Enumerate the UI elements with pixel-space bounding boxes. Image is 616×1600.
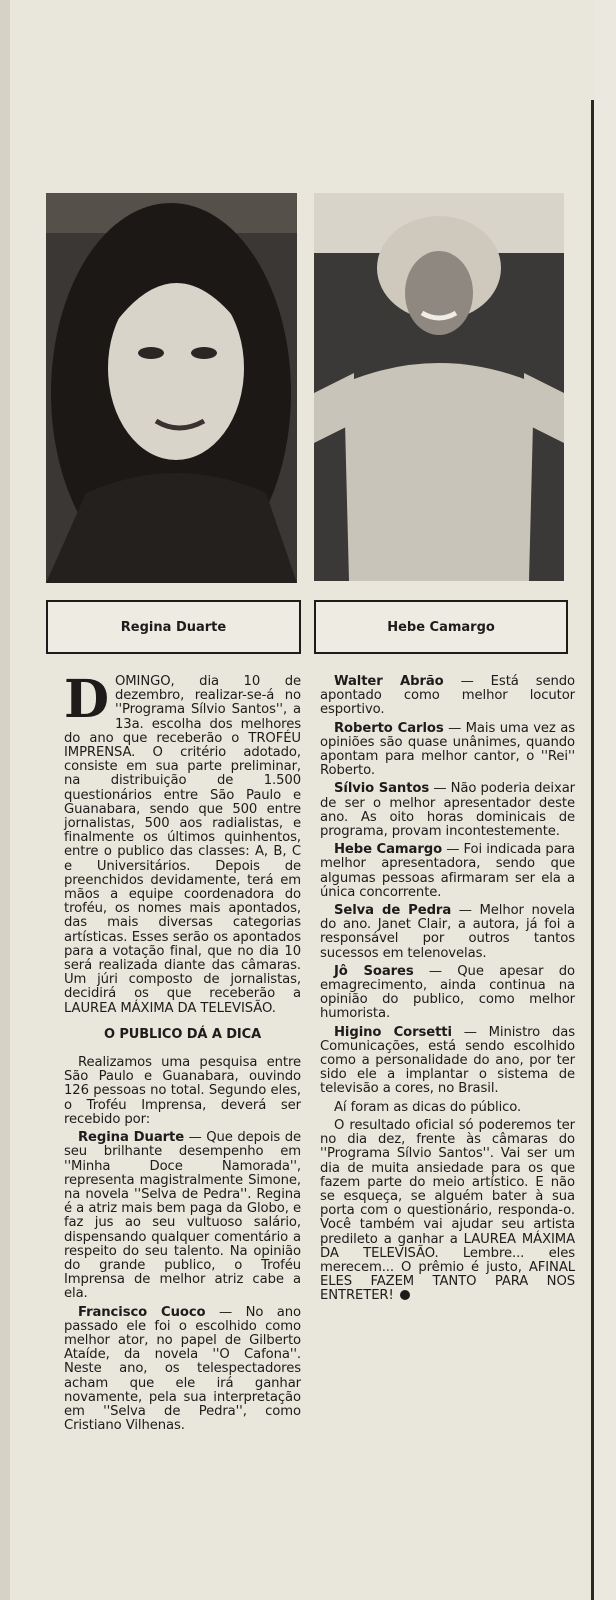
article-column-left <box>64 669 302 1437</box>
section-heading: O PUBLICO DÁ A DICA <box>103 1026 262 1042</box>
adjacent-page-strip <box>594 0 616 1600</box>
entry-roberto <box>320 722 575 779</box>
closing-paragraph-1: Aí foram as dicas do público. <box>334 1099 522 1115</box>
caption-right-text: Hebe Camargo <box>387 619 495 635</box>
entry-regina <box>64 1131 301 1301</box>
intro-paragraph <box>64 669 301 1016</box>
photo-hebe-camargo <box>314 193 564 581</box>
entry-text: — Que apesar do emagrecimento, ainda continua na opinião do publico, como melhor humorista. <box>320 963 575 1022</box>
entry-text: — No ano passado ele foi o escolhido como melhor ator, no papel de Gilberto Ataíde, da novela ''O Cafona''. Neste ano, os telespectadores acham que ele irá ganhar novamente, pela sua interpretação em ''Selva de Pedra'', como Cristiano Vilhenas. <box>64 1304 301 1434</box>
caption-hebe-camargo <box>314 600 568 654</box>
entry-name: Francisco Cuoco <box>78 1304 206 1320</box>
entry-name: Roberto Carlos <box>334 720 444 736</box>
entry-name: Regina Duarte <box>78 1130 185 1146</box>
article-column-right <box>320 675 575 1308</box>
end-mark <box>400 1290 410 1300</box>
entry-name: Higino Corsetti <box>334 1024 452 1040</box>
entry-name: Jô Soares <box>334 963 414 979</box>
entry-name: Walter Abrão <box>334 674 444 689</box>
photo-regina-duarte <box>46 193 297 583</box>
caption-left-text: Regina Duarte <box>120 619 227 635</box>
entry-text: — Ministro das Comunicações, está sendo escolhido como a personalidade do ano, por ter sido ele a implantar o sistema de televisão a cores, no Brasil. <box>320 1024 575 1097</box>
page-edge <box>0 0 10 1600</box>
portrait-regina-duarte <box>46 193 297 583</box>
entry-higino <box>320 1026 575 1097</box>
entry-text: — Está sendo apontado como melhor locutor esportivo. <box>320 674 576 718</box>
entry-name: Hebe Camargo <box>334 842 443 858</box>
entry-text: — Que depois de seu brilhante desempenho em ''Minha Doce Namorada'', representa magistralmente Simone, na novela ''Selva de Pedra''. Regina é a atriz mais bem paga da Globo, e faz jus ao seu vultuoso salário, dispensando qualquer comentário a respeito do seu talento. Na opinião do grande publico, o Troféu Imprensa de melhor atriz cabe a ela. <box>64 1130 302 1302</box>
caption-regina-duarte <box>46 600 301 654</box>
entry-text: — Foi indicada para melhor apresentadora, sendo que algumas pessoas afirmaram ser ela a única concorrente. <box>320 842 575 900</box>
closing-paragraph-2 <box>320 1119 575 1304</box>
entry-text: — Não poderia deixar de ser o melhor apresentador deste ano. As oito horas dominicais de programa, provam incontestemente. <box>320 781 575 840</box>
entry-hebe <box>320 843 575 900</box>
closing-text: O resultado oficial só poderemos ter no dia dez, frente às câmaras do ''Programa Sílvio Santos''. Vai ser um dia de muita ansiedade para os que fazem parte do meio artístico. E não se esqueça, se alguém bater à sua porta com o questionário, responda-o. Você também vai ajudar seu artista predileto a ganhar a LAUREA MÁXIMA DA TELEVISÃO. Lembre... eles merecem... O prêmio é justo, AFINAL ELES FAZEM TANTO PARA NOS ENTRETER! <box>320 1117 575 1304</box>
entry-name: Selva de Pedra <box>334 903 452 919</box>
portrait-hebe-camargo <box>314 193 564 581</box>
entry-cuoco <box>64 1306 301 1434</box>
entry-walter <box>320 675 575 718</box>
intro-text: OMINGO, dia 10 de dezembro, realizar-se-á no ''Programa Sílvio Santos'', a 13a. escolha dos melhores do ano que receberão o TROFÉU IMPRENSA. O critério adotado, consiste em sua parte preliminar, na distribuição de 1.500 questionários entre São Paulo e Guanabara, sendo que 500 entre jornalistas, 500 aos radialistas, e finalmente os últimos quinhentos, entre o publico das classes: A, B, C e Universitários. Depois de preenchidos devidamente, terá em mãos a equipe coordenadora do troféu, os nomes mais apontados, das mais diversas categorias artísticas. Esses serão os apontados para a votação final, que no dia 10 será realizada diante das câmaras. Um júri composto de jornalistas, decidirá os que receberão a LAUREA MÁXIMA DA TELEVISÃO. <box>64 674 301 1016</box>
entry-jo <box>320 965 575 1022</box>
entry-text: — Mais uma vez as opiniões são quase unânimes, quando apontam para melhor cantor, o ''Rei'' Roberto. <box>320 720 576 779</box>
drop-cap: D <box>64 669 109 730</box>
survey-paragraph: Realizamos uma pesquisa entre São Paulo e Guanabara, ouvindo 126 pessoas no total. Segundo eles, o Troféu Imprensa, deverá ser recebido por: <box>64 1055 301 1127</box>
entry-silvio <box>320 782 575 839</box>
entry-text: — Melhor novela do ano. Janet Clair, a autora, já foi a responsável por outros tantos sucessos em telenovelas. <box>320 903 575 961</box>
entry-selva <box>320 904 575 961</box>
entry-name: Sílvio Santos <box>334 781 430 797</box>
